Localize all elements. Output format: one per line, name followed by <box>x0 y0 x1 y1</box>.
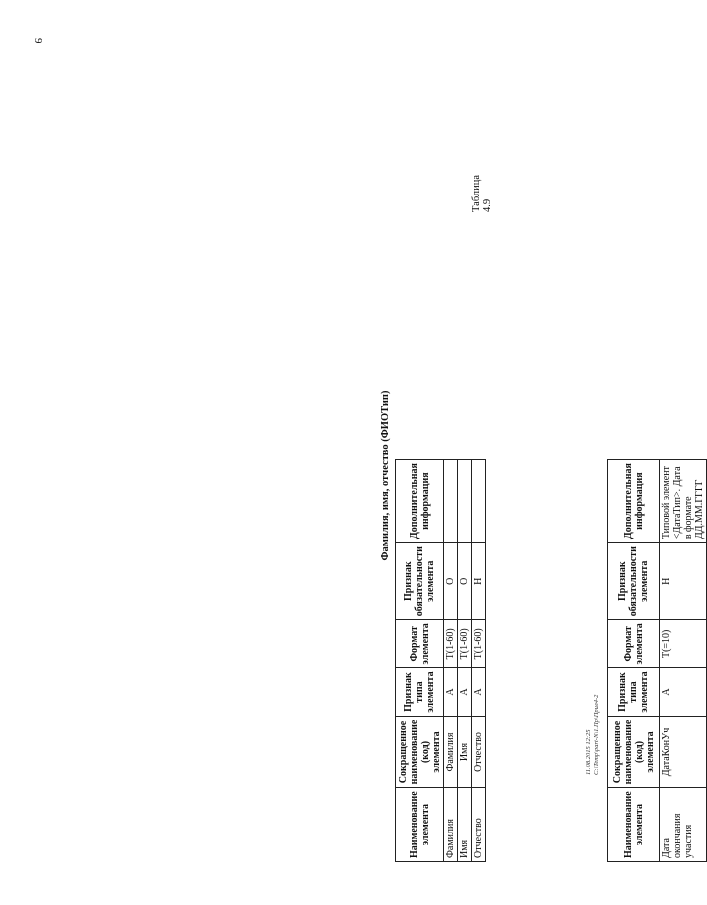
cell-name: Дата окончания участия <box>660 788 707 862</box>
header-required: Признак обязательности элемента <box>608 543 660 620</box>
cell-code: Имя <box>458 716 472 788</box>
cell-type: А <box>444 668 458 716</box>
cell-required: Н <box>660 543 707 620</box>
header-info: Дополнительная информация <box>608 460 660 543</box>
table-row <box>660 460 707 862</box>
header-type: Признак типа элемента <box>608 668 660 716</box>
cell-code: Отчество <box>472 716 486 788</box>
cell-type: А <box>472 668 486 716</box>
cell-code: ДатаКонУч <box>660 716 707 788</box>
cell-format: Т(1-60) <box>444 620 458 668</box>
cell-format: Т(1-60) <box>458 620 472 668</box>
header-info: Дополнительная информация <box>396 460 444 543</box>
table-header-row <box>608 460 660 862</box>
table-label: Таблица 4.9 <box>471 174 493 212</box>
table-row <box>444 460 458 862</box>
cell-type: А <box>458 668 472 716</box>
header-code: Сокращенное наименование (код) элемента <box>608 716 660 788</box>
cell-format: Т(1-60) <box>472 620 486 668</box>
cell-required: Н <box>472 543 486 620</box>
cell-code: Фамилия <box>444 716 458 788</box>
file-stamp <box>585 695 601 775</box>
stamp-date: 11.08.2015 12:25 <box>585 729 592 775</box>
cell-info: Типовой элемент <ДатаТип>. Дата в формате ДД.ММ.ГГГГ <box>660 460 707 543</box>
header-code: Сокращенное наименование (код) элемента <box>396 716 444 788</box>
table-continuation <box>607 459 707 862</box>
stamp-path: C:\Temp\part-N\1.Пр\Прил4-2 <box>593 694 600 775</box>
cell-info <box>458 460 472 543</box>
cell-type: А <box>660 668 707 716</box>
cell-required: О <box>444 543 458 620</box>
header-type: Признак типа элемента <box>396 668 444 716</box>
cell-required: О <box>458 543 472 620</box>
table-caption: Фамилия, имя, отчество (ФИОТип) <box>380 390 391 561</box>
table-header-row <box>396 460 444 862</box>
header-format: Формат элемента <box>608 620 660 668</box>
table-row <box>472 460 486 862</box>
cell-format: Т(=10) <box>660 620 707 668</box>
cell-name: Отчество <box>472 788 486 862</box>
header-required: Признак обязательности элемента <box>396 543 444 620</box>
cell-info <box>472 460 486 543</box>
header-format: Формат элемента <box>396 620 444 668</box>
cell-info <box>444 460 458 543</box>
table-row <box>458 460 472 862</box>
header-name: Наименование элемента <box>608 788 660 862</box>
table-fio <box>395 459 486 862</box>
header-name: Наименование элемента <box>396 788 444 862</box>
cell-name: Фамилия <box>444 788 458 862</box>
page-number: 9 <box>32 38 44 44</box>
cell-name: Имя <box>458 788 472 862</box>
